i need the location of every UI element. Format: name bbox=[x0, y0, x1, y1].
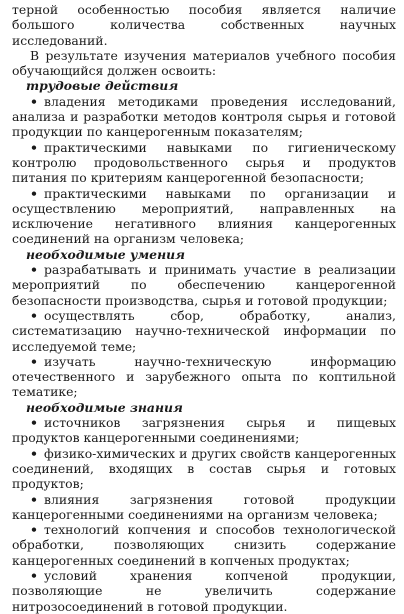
list-item-text: источников загрязнения сырья и пищевых продуктов канцерогенными соединениями; bbox=[12, 415, 396, 446]
bullet-icon: • bbox=[30, 415, 38, 431]
section-required-skills bbox=[12, 247, 396, 400]
list-item-text: практическими навыками по гигиеническому контролю продовольственного сырья и продуктов питания по критериям канцерогенной безопасности; bbox=[12, 139, 396, 186]
list-item-text: изучать научно-техническую информацию отечественного и зарубежного опыта по коптильной тематике; bbox=[12, 353, 396, 400]
intro-lead-in: В результате изучения материалов учебного пособия обучающийся должен освоить: bbox=[12, 47, 396, 79]
bullet-icon: • bbox=[30, 262, 38, 278]
section-heading: необходимые умения bbox=[26, 246, 185, 262]
list-item bbox=[12, 568, 396, 614]
bullet-icon: • bbox=[30, 139, 38, 155]
list-item-text: физико-химических и других свойств канцерогенных соединений, входящих в состав сырья и готовых продуктов; bbox=[12, 445, 396, 492]
bullet-icon: • bbox=[30, 567, 38, 583]
bullet-icon: • bbox=[30, 491, 38, 507]
list-item-text: разрабатывать и принимать участие в реализации мероприятий по обеспечению канцерогенной безопасности производства, сырья и готовой продукции; bbox=[12, 262, 396, 308]
bullet-icon: • bbox=[30, 93, 38, 109]
list-item bbox=[12, 186, 396, 247]
bullet-icon: • bbox=[30, 522, 38, 538]
list-item bbox=[12, 354, 396, 400]
section-required-knowledge bbox=[12, 400, 396, 614]
bullet-icon: • bbox=[30, 307, 38, 323]
list-item bbox=[12, 94, 396, 140]
list-item bbox=[12, 492, 396, 523]
list-item-text: влияния загрязнения готовой продукции канцерогенными соединениями на организм человека; bbox=[12, 491, 396, 522]
bullet-icon: • bbox=[30, 445, 38, 461]
section-labor-actions bbox=[12, 78, 396, 246]
list-item bbox=[12, 415, 396, 446]
list-item-text: условий хранения копченой продукции, позволяющие не увеличить содержание нитрозосоединений в готовой продукции. bbox=[12, 567, 396, 614]
list-item bbox=[12, 140, 396, 186]
list-item bbox=[12, 262, 396, 308]
bullet-icon: • bbox=[30, 353, 38, 369]
list-item bbox=[12, 522, 396, 568]
bullet-icon: • bbox=[30, 185, 38, 201]
list-item-text: технологий копчения и способов технологической обработки, позволяющих снизить содержание канцерогенных соединений в копченых продуктах; bbox=[12, 522, 396, 568]
document-page bbox=[12, 2, 396, 614]
intro-continuation: терной особенностью пособия является наличие большого количества собственных научных исследований. bbox=[12, 2, 396, 48]
section-heading: необходимые знания bbox=[26, 399, 183, 415]
list-item-text: владения методиками проведения исследований, анализа и разработки методов контроля сырья и готовой продукции по канцерогенным показателям; bbox=[12, 93, 396, 140]
list-item-text: осуществлять сбор, обработку, анализ, систематизацию научно-технической информации по исследуемой теме; bbox=[12, 307, 396, 354]
list-item bbox=[12, 308, 396, 354]
list-item-text: практическими навыками по организации и осуществлению мероприятий, направленных на исключение негативного влияния канцерогенных соединений на организм человека; bbox=[12, 185, 396, 247]
section-heading: трудовые действия bbox=[26, 78, 179, 94]
list-item bbox=[12, 446, 396, 492]
